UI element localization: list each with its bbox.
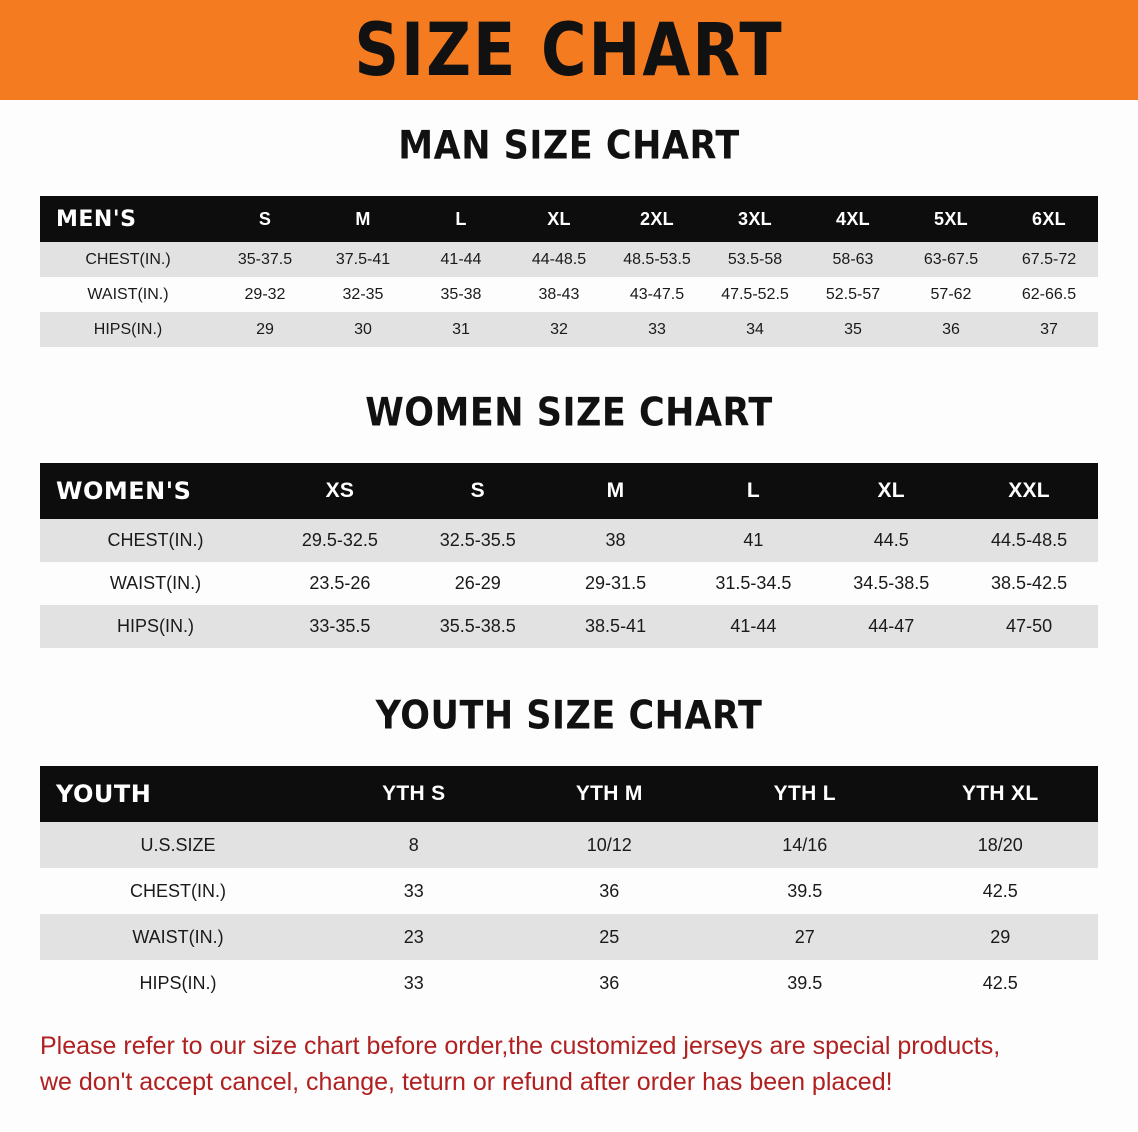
- women-cell-1-1: 26-29: [409, 562, 547, 605]
- women-section-title: WOMEN SIZE CHART: [365, 390, 773, 436]
- man-cell-0-5: 53.5-58: [706, 242, 804, 277]
- youth-row-label-2: WAIST(IN.): [40, 914, 316, 960]
- women-cell-1-3: 31.5-34.5: [684, 562, 822, 605]
- youth-row-label-0: U.S.SIZE: [40, 822, 316, 868]
- women-cell-2-3: 41-44: [684, 605, 822, 648]
- man-table-wrap: [0, 196, 1138, 347]
- man-cell-0-4: 48.5-53.5: [608, 242, 706, 277]
- women-cell-0-5: 44.5-48.5: [960, 519, 1098, 562]
- man-cell-0-3: 44-48.5: [510, 242, 608, 277]
- man-row-label-0: CHEST(IN.): [40, 242, 216, 277]
- man-row-label-2: HIPS(IN.): [40, 312, 216, 347]
- man-cell-2-4: 33: [608, 312, 706, 347]
- man-cell-1-2: 35-38: [412, 277, 510, 312]
- man-cell-1-0: 29-32: [216, 277, 314, 312]
- man-size-col-2: L: [455, 208, 467, 229]
- man-cell-0-1: 37.5-41: [314, 242, 412, 277]
- man-cell-2-0: 29: [216, 312, 314, 347]
- women-cell-1-4: 34.5-38.5: [822, 562, 960, 605]
- table-row: [40, 312, 1098, 347]
- youth-corner-label: YOUTH: [56, 780, 152, 808]
- man-cell-2-5: 34: [706, 312, 804, 347]
- women-cell-0-0: 29.5-32.5: [271, 519, 409, 562]
- man-cell-2-8: 37: [1000, 312, 1098, 347]
- youth-cell-2-2: 27: [707, 914, 903, 960]
- women-cell-2-1: 35.5-38.5: [409, 605, 547, 648]
- man-size-col-1: M: [355, 208, 371, 229]
- man-cell-0-0: 35-37.5: [216, 242, 314, 277]
- youth-cell-0-0: 8: [316, 822, 512, 868]
- women-cell-1-5: 38.5-42.5: [960, 562, 1098, 605]
- man-cell-1-8: 62-66.5: [1000, 277, 1098, 312]
- man-cell-2-1: 30: [314, 312, 412, 347]
- man-cell-2-6: 35: [804, 312, 902, 347]
- man-cell-1-4: 43-47.5: [608, 277, 706, 312]
- youth-cell-3-2: 39.5: [707, 960, 903, 1006]
- youth-row-label-1: CHEST(IN.): [40, 868, 316, 914]
- page-title: SIZE CHART: [354, 6, 784, 93]
- youth-cell-1-1: 36: [512, 868, 708, 914]
- women-row-label-2: HIPS(IN.): [40, 605, 271, 648]
- table-row: [40, 605, 1098, 648]
- youth-section-title: YOUTH SIZE CHART: [375, 693, 763, 739]
- policy-note: [0, 1028, 1138, 1101]
- women-cell-2-4: 44-47: [822, 605, 960, 648]
- man-cell-2-7: 36: [902, 312, 1000, 347]
- youth-cell-0-3: 18/20: [903, 822, 1099, 868]
- table-row: [40, 277, 1098, 312]
- women-cell-0-1: 32.5-35.5: [409, 519, 547, 562]
- policy-note-line-2: we don't accept cancel, change, teturn or refund after order has been placed!: [40, 1068, 893, 1097]
- women-cell-0-2: 38: [547, 519, 685, 562]
- man-section-title: MAN SIZE CHART: [398, 123, 740, 169]
- table-header-row: [40, 196, 1098, 242]
- table-row: [40, 914, 1098, 960]
- youth-cell-1-3: 42.5: [903, 868, 1099, 914]
- man-table-body: [40, 242, 1098, 347]
- youth-size-col-2: YTH L: [773, 782, 836, 805]
- man-size-col-6: 4XL: [836, 208, 870, 229]
- man-size-col-8: 6XL: [1032, 208, 1066, 229]
- women-row-label-1: WAIST(IN.): [40, 562, 271, 605]
- man-table-header: [40, 196, 1098, 242]
- table-row: [40, 822, 1098, 868]
- women-size-col-0: XS: [325, 479, 355, 502]
- youth-table-wrap: [0, 766, 1138, 1006]
- page-banner: [0, 0, 1138, 100]
- women-size-table: [40, 463, 1098, 648]
- women-table-body: [40, 519, 1098, 648]
- youth-cell-1-2: 39.5: [707, 868, 903, 914]
- man-size-col-3: XL: [547, 208, 571, 229]
- man-cell-1-6: 52.5-57: [804, 277, 902, 312]
- table-row: [40, 562, 1098, 605]
- youth-table-header: [40, 766, 1098, 822]
- table-row: [40, 242, 1098, 277]
- women-cell-1-0: 23.5-26: [271, 562, 409, 605]
- man-row-label-1: WAIST(IN.): [40, 277, 216, 312]
- youth-cell-3-1: 36: [512, 960, 708, 1006]
- man-cell-0-2: 41-44: [412, 242, 510, 277]
- youth-cell-3-0: 33: [316, 960, 512, 1006]
- women-size-col-3: L: [746, 479, 760, 502]
- table-row: [40, 868, 1098, 914]
- table-row: [40, 960, 1098, 1006]
- man-cell-1-5: 47.5-52.5: [706, 277, 804, 312]
- women-size-col-5: XXL: [1008, 479, 1050, 502]
- women-cell-0-3: 41: [684, 519, 822, 562]
- man-cell-0-6: 58-63: [804, 242, 902, 277]
- youth-cell-2-1: 25: [512, 914, 708, 960]
- youth-size-table: [40, 766, 1098, 1006]
- women-cell-2-2: 38.5-41: [547, 605, 685, 648]
- youth-cell-2-3: 29: [903, 914, 1099, 960]
- man-size-col-0: S: [258, 208, 272, 229]
- youth-cell-1-0: 33: [316, 868, 512, 914]
- youth-size-col-1: YTH M: [575, 782, 643, 805]
- table-row: [40, 519, 1098, 562]
- women-table-wrap: [0, 463, 1138, 648]
- table-header-row: [40, 766, 1098, 822]
- man-cell-1-1: 32-35: [314, 277, 412, 312]
- youth-size-col-3: YTH XL: [962, 782, 1039, 805]
- man-cell-1-7: 57-62: [902, 277, 1000, 312]
- youth-row-label-3: HIPS(IN.): [40, 960, 316, 1006]
- women-cell-1-2: 29-31.5: [547, 562, 685, 605]
- table-header-row: [40, 463, 1098, 519]
- man-size-col-4: 2XL: [640, 208, 674, 229]
- man-cell-2-2: 31: [412, 312, 510, 347]
- women-cell-2-5: 47-50: [960, 605, 1098, 648]
- women-row-label-0: CHEST(IN.): [40, 519, 271, 562]
- women-size-col-1: S: [470, 479, 485, 502]
- youth-cell-0-2: 14/16: [707, 822, 903, 868]
- man-cell-1-3: 38-43: [510, 277, 608, 312]
- women-table-header: [40, 463, 1098, 519]
- women-cell-2-0: 33-35.5: [271, 605, 409, 648]
- man-cell-0-7: 63-67.5: [902, 242, 1000, 277]
- women-corner-label: WOMEN'S: [56, 477, 192, 505]
- youth-cell-2-0: 23: [316, 914, 512, 960]
- man-size-col-7: 5XL: [934, 208, 968, 229]
- women-cell-0-4: 44.5: [822, 519, 960, 562]
- policy-note-line-1: Please refer to our size chart before order,the customized jerseys are special products,: [40, 1032, 1001, 1060]
- youth-table-body: [40, 822, 1098, 1006]
- man-cell-2-3: 32: [510, 312, 608, 347]
- man-cell-0-8: 67.5-72: [1000, 242, 1098, 277]
- youth-size-col-0: YTH S: [382, 782, 446, 805]
- women-size-col-4: XL: [877, 479, 905, 502]
- man-size-table: [40, 196, 1098, 347]
- youth-cell-3-3: 42.5: [903, 960, 1099, 1006]
- women-size-col-2: M: [606, 479, 625, 502]
- man-corner-label: MEN'S: [56, 206, 137, 232]
- man-size-col-5: 3XL: [738, 208, 772, 229]
- youth-cell-0-1: 10/12: [512, 822, 708, 868]
